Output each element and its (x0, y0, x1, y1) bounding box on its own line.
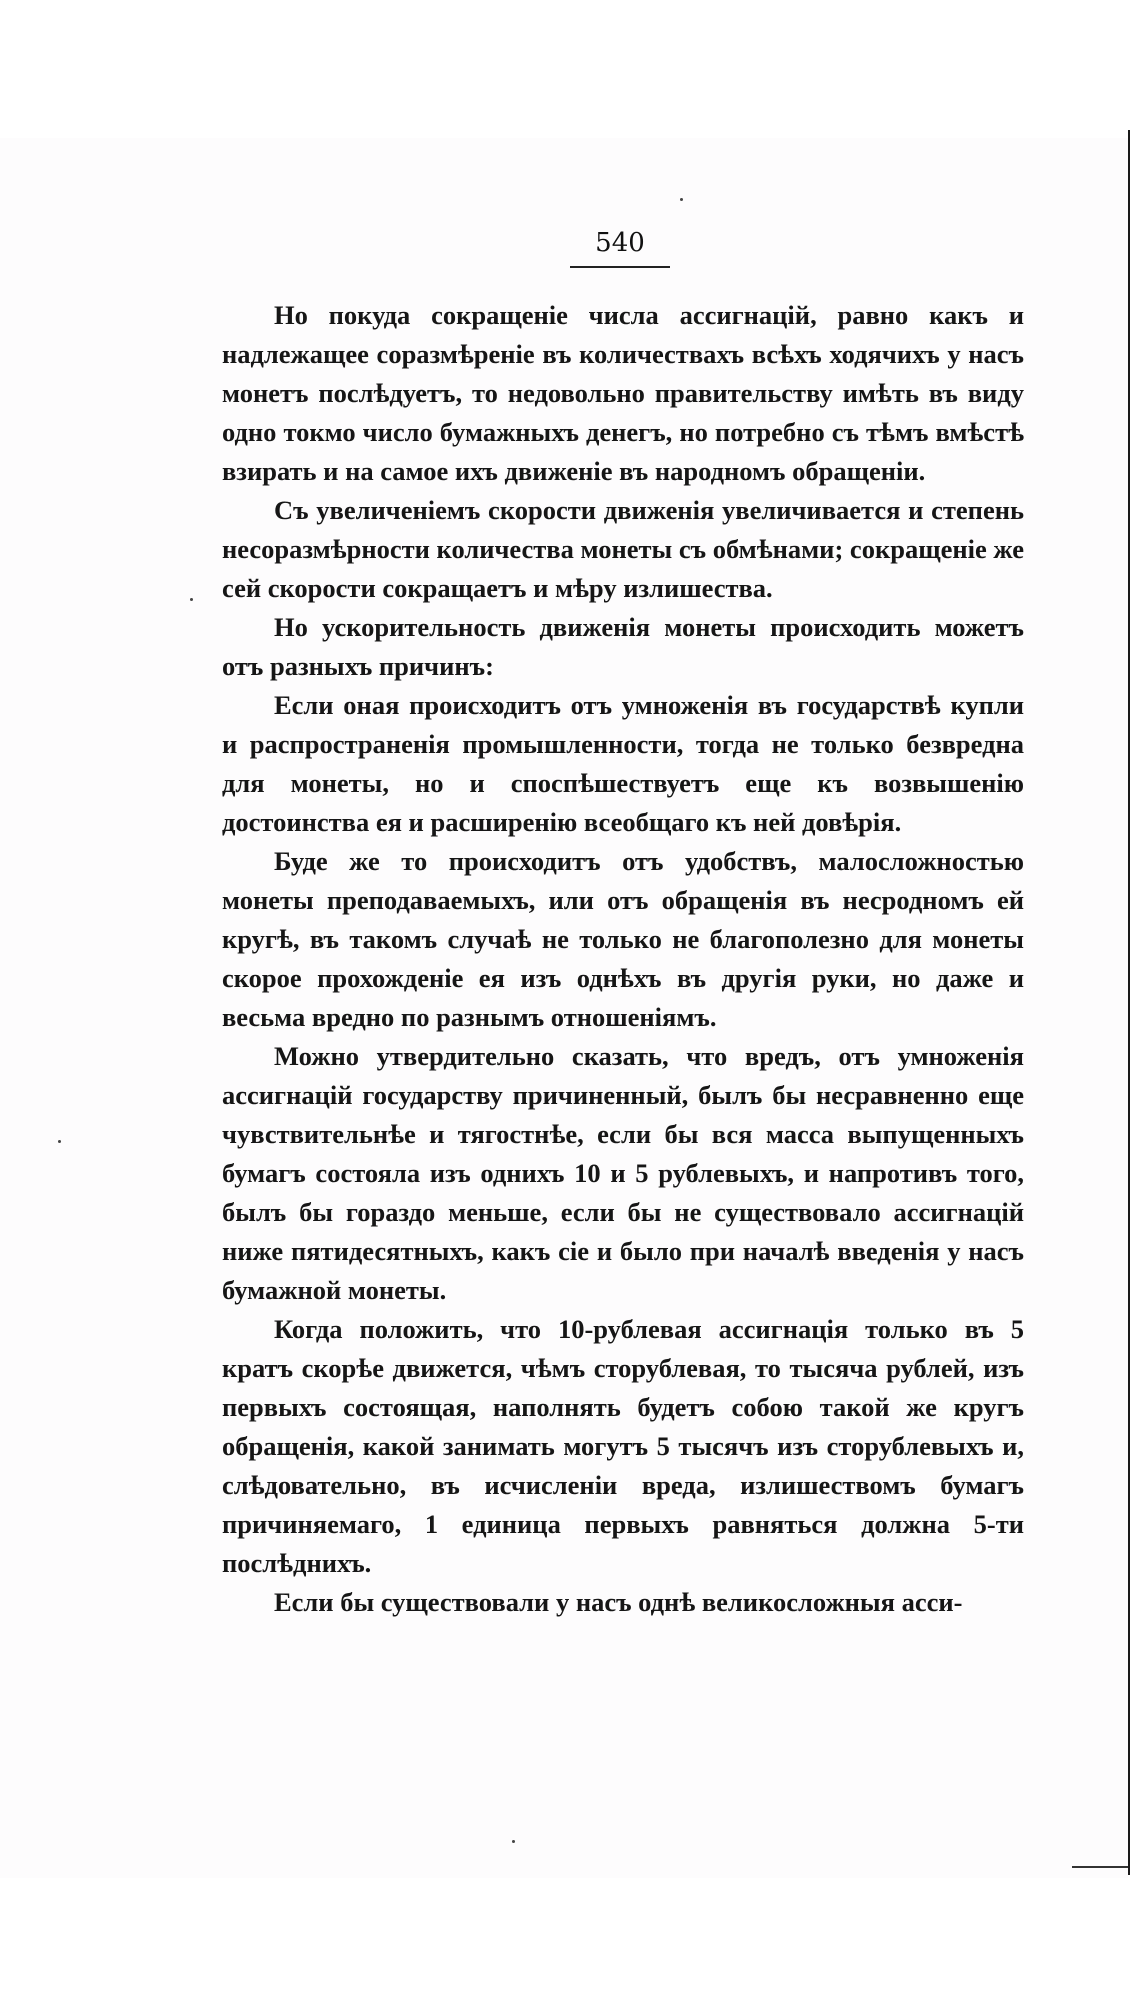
page-number-rule (570, 266, 670, 268)
paragraph: Но ускорительность движенія монеты происходить можетъ отъ разныхъ причинъ: (222, 612, 1024, 681)
page-number: 540 (595, 228, 645, 258)
paragraph: Когда положить, что 10-рублевая ассигнація только въ 5 кратъ скорѣе движется, чѣмъ сторублевая, то тысяча рублей, изъ первыхъ состоящая, наполнять будетъ собою такой же кругъ обращенія, какой занимать могутъ 5 тысячъ изъ сторублевыхъ и, слѣдовательно, въ исчисленіи вреда, излишествомъ бумагъ причиняемаго, 1 единица первыхъ равняться должна 5-ти послѣднихъ. (222, 1314, 1024, 1578)
paragraph: Но покуда сокращеніе числа ассигнацій, равно какъ и надлежащее соразмѣреніе въ количествахъ всѣхъ ходячихъ у насъ монетъ послѣдуетъ, то недовольно правительству имѣть въ виду одно токмо число бумажныхъ денегъ, но потребно съ тѣмъ вмѣстѣ взирать и на самое ихъ движеніе въ народномъ обращеніи. (222, 300, 1024, 486)
scan-speck (512, 1840, 515, 1843)
scan-speck (190, 598, 193, 601)
paragraph: Если бы существовали у насъ однѣ великосложныя асси- (274, 1587, 963, 1617)
paragraph: Буде же то происходитъ отъ удобствъ, малосложностью монеты преподаваемыхъ, или отъ обращенія въ несродномъ ей кругѣ, въ такомъ случаѣ не только не благополезно для монеты скорое прохожденіе ея изъ однѣхъ въ другія руки, но даже и весьма вредно по разнымъ отношеніямъ. (222, 846, 1024, 1032)
bottom-rule (1072, 1866, 1128, 1868)
scan-speck (58, 1140, 61, 1143)
page-edge-line (1128, 130, 1130, 1875)
body-text (222, 296, 1024, 1622)
paragraph: Если оная происходитъ отъ умноженія въ государствѣ купли и распространенія промышленности, тогда не только безвредна для монеты, но и споспѣшествуетъ еще къ возвышенію достоинства ея и расширенію всеобщаго къ ней довѣрія. (222, 690, 1024, 837)
scan-speck (680, 198, 683, 201)
paragraph: Можно утвердительно сказать, что вредъ, отъ умноженія ассигнацій государству причиненный, былъ бы несравненно еще чувствительнѣе и тягостнѣе, если бы вся масса выпущенныхъ бумагъ состояла изъ однихъ 10 и 5 рублевыхъ, и напротивъ того, былъ бы гораздо меньше, если бы не существовало ассигнацій ниже пятидесятныхъ, какъ сіе и было при началѣ введенія у насъ бумажной монеты. (222, 1041, 1024, 1305)
paragraph: Съ увеличеніемъ скорости движенія увеличивается и степень несоразмѣрности количества монеты съ обмѣнами; сокращеніе же сей скорости сокращаетъ и мѣру излишества. (222, 495, 1024, 603)
